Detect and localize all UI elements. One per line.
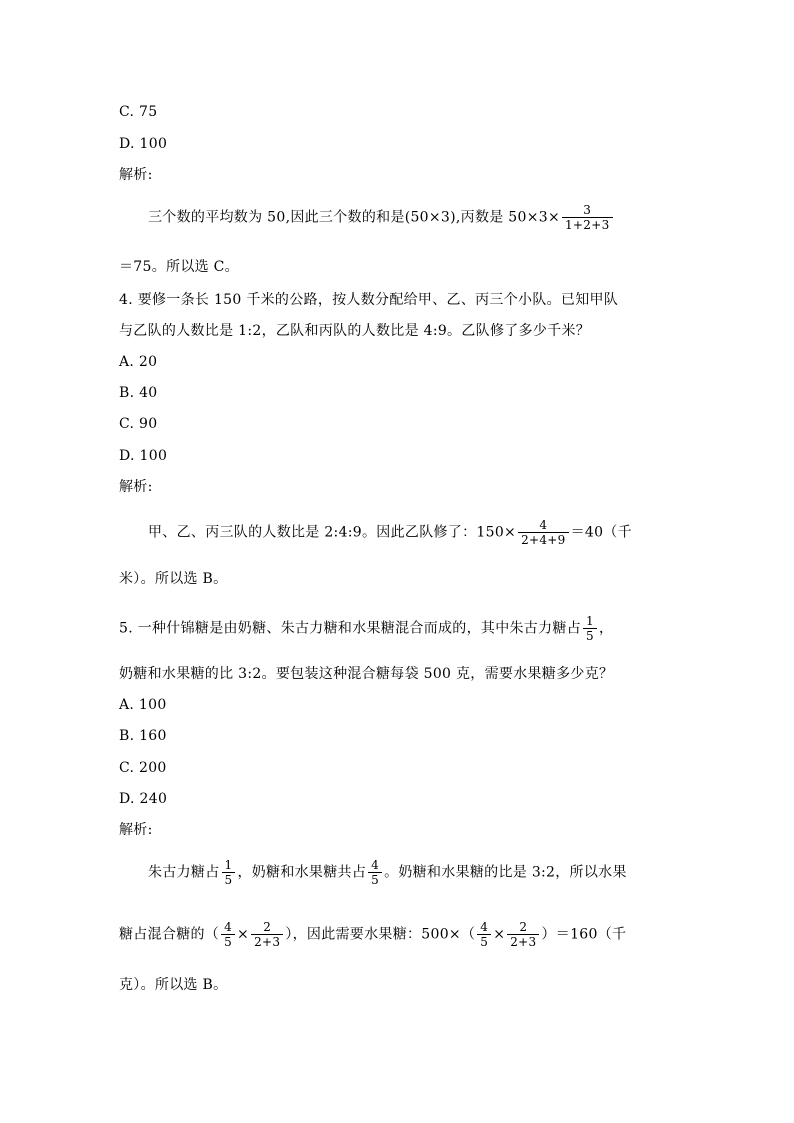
q5-sol2-f1-den: 5 (221, 934, 235, 949)
q4-fraction-den: 2+4+9 (518, 532, 569, 547)
q5-sol2-fraction-3 (477, 920, 491, 949)
q5-sol1-f2-num: 4 (371, 858, 380, 872)
q4-option-b: B. 40 (119, 385, 158, 401)
q3-option-d: D. 100 (119, 136, 168, 152)
q5-solution-line-1 (148, 858, 627, 887)
q5-analysis-label: 解析: (119, 822, 153, 838)
q4-stem-line-2: 与乙队的人数比是 1:2，乙队和丙队的人数比是 4:9。乙队修了多少千米？ (119, 323, 591, 339)
q5-sol1-fraction-2 (368, 858, 382, 887)
q4-option-a: A. 20 (119, 354, 158, 370)
q5-stem-text: 5. 一种什锦糖是由奶糖、朱古力糖和水果糖混合而成的，其中朱古力糖占 (119, 620, 582, 637)
q5-sol2-text-c: ）＝160（千 (541, 926, 627, 943)
q5-stem-fraction-num: 1 (586, 614, 594, 628)
q4-fraction (518, 518, 569, 547)
q5-option-c: C. 200 (119, 760, 167, 776)
q5-sol1-fraction-1 (222, 858, 236, 887)
q5-sol2-text-b: ），因此需要水果糖：500×（ (285, 926, 476, 943)
q5-sol2-fraction-4 (507, 920, 539, 949)
q5-sol2-f4-den: 2+3 (507, 934, 539, 949)
q5-option-b: B. 160 (119, 728, 167, 744)
q5-sol2-f2-num: 2 (263, 920, 272, 934)
q5-stem-line-1 (119, 614, 613, 643)
q5-sol1-text-c: 。奶糖和水果糖的比是 3:2，所以水果 (384, 864, 627, 881)
q5-stem-tail: ， (598, 620, 614, 637)
q5-sol2-times-2: × (493, 926, 506, 943)
q4-solution-tail: ＝40（千 (570, 524, 632, 541)
q4-stem-line-1: 4. 要修一条长 150 千米的公路，按人数分配给甲、乙、丙三个小队。已知甲队 (119, 292, 619, 308)
q5-option-d: D. 240 (119, 791, 168, 807)
q5-sol2-f4-num: 2 (519, 920, 528, 934)
q4-analysis-label: 解析: (119, 479, 153, 495)
q3-fraction (562, 203, 613, 232)
q5-solution-line-2 (119, 920, 626, 949)
q4-solution-text: 甲、乙、丙三队的人数比是 2:4:9。因此乙队修了：150× (148, 524, 517, 541)
q4-option-d: D. 100 (119, 448, 168, 464)
q5-sol1-text-b: ，奶糖和水果糖共占 (237, 864, 367, 881)
q5-sol2-f1-num: 4 (224, 920, 233, 934)
q3-analysis-label: 解析: (119, 167, 153, 183)
q5-sol2-times-1: × (237, 926, 250, 943)
q4-option-c: C. 90 (119, 416, 158, 432)
q5-sol1-f1-num: 1 (224, 858, 233, 872)
q3-fraction-num: 3 (583, 203, 592, 217)
q5-sol1-text-a: 朱古力糖占 (148, 864, 220, 881)
q5-sol1-f1-den: 5 (222, 872, 236, 887)
q3-fraction-den: 1+2+3 (562, 217, 613, 232)
q3-solution-line-2: ＝75。所以选 C。 (119, 259, 239, 275)
q4-fraction-num: 4 (539, 518, 548, 532)
q3-solution-text: 三个数的平均数为 50,因此三个数的和是(50×3),丙数是 50×3× (148, 209, 560, 226)
q5-sol2-f3-num: 4 (480, 920, 489, 934)
q4-solution-line-2: 米）。所以选 B。 (119, 571, 228, 587)
q5-sol2-f3-den: 5 (477, 934, 491, 949)
q5-stem-line-2: 奶糖和水果糖的比 3:2。要包装这种混合糖每袋 500 克，需要水果糖多少克？ (119, 666, 614, 682)
q5-stem-fraction-den: 5 (583, 628, 597, 643)
q5-solution-line-3: 克）。所以选 B。 (119, 977, 228, 993)
q4-solution-line-1 (148, 518, 632, 547)
q5-sol2-f2-den: 2+3 (251, 934, 283, 949)
q5-option-a: A. 100 (119, 697, 167, 713)
q5-sol2-text-a: 糖占混合糖的（ (119, 926, 220, 943)
q5-sol1-f2-den: 5 (368, 872, 382, 887)
q5-stem-fraction (583, 614, 597, 643)
q5-sol2-fraction-2 (251, 920, 283, 949)
q3-option-c: C. 75 (119, 104, 158, 120)
q3-solution-line-1 (148, 203, 615, 232)
q5-sol2-fraction-1 (221, 920, 235, 949)
